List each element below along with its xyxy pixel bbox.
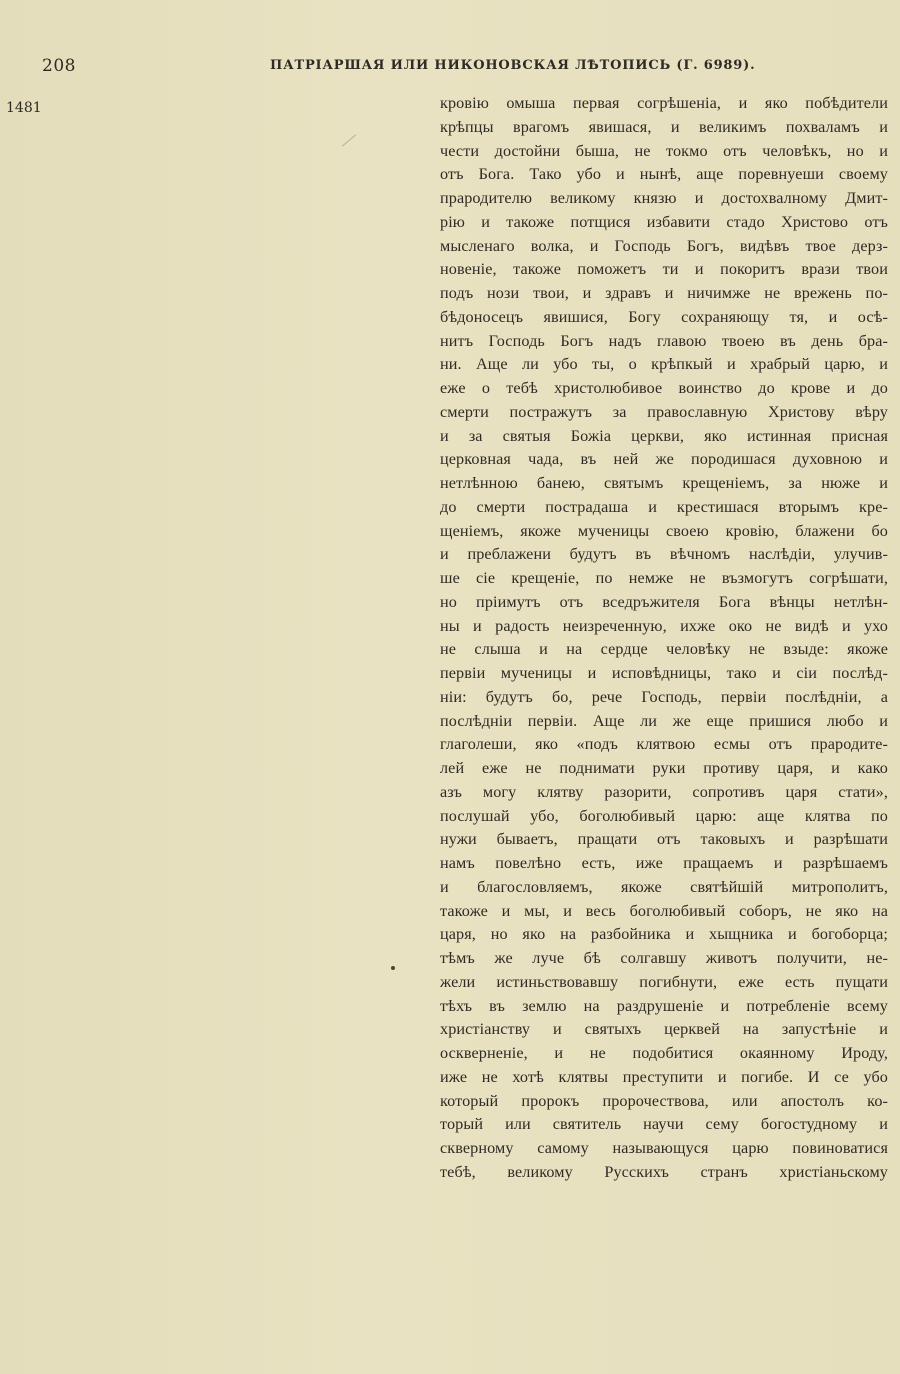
margin-year: 1481	[6, 100, 42, 116]
text-line: тѣмъ же луче бѣ солгавшу животъ получити, не-	[440, 949, 888, 967]
text-line: и благословляемъ, якоже святѣйшій митрополитъ,	[440, 877, 888, 896]
text-line: подъ нози твои, и здравъ и ничимже не врежень по-	[440, 284, 888, 302]
text-line: прародителю великому князю и достохвалному Дмит-	[440, 189, 888, 207]
text-line: жели истиньствовавшу погибнути, еже есть пущати	[440, 972, 888, 991]
text-line: ше сіе крещеніе, по немже не възмогутъ согрѣшати,	[440, 569, 888, 587]
text-line: торый или святитель научи сему богостудному и	[440, 1115, 888, 1134]
text-line: послушай убо, боголюбивый царю: аще клятва по	[440, 806, 888, 825]
body-text-column	[440, 92, 888, 1185]
text-line: не слыша и на сердце человѣку не взыде: якоже	[440, 640, 888, 659]
text-line: мысленаго волка, и Господь Богъ, видѣвъ твое дерз-	[440, 236, 888, 255]
text-line: до смерти пострадаша и крестишася вторымъ кре-	[440, 497, 888, 516]
text-line: кровію омыша первая согрѣшеніа, и яко побѣдители	[440, 94, 888, 112]
text-line: азъ могу клятву разорити, сопротивъ царя стати»,	[440, 782, 888, 801]
text-line: христіанству и святыхъ церквей на запустѣніе и	[440, 1020, 888, 1039]
running-title: ПАТРІАРШАЯ ИЛИ НИКОНОВСКАЯ ЛѢТОПИСЬ (Г. 6989).	[270, 58, 756, 73]
text-line: тебѣ, великому Русскихъ странъ христіаньскому	[440, 1162, 888, 1181]
text-line: иже не хотѣ клятвы преступити и погибе. И се убо	[440, 1067, 888, 1086]
text-line: крѣпцы врагомъ явишася, и великимъ похваламъ и	[440, 117, 888, 136]
text-line: отъ Бога. Тако убо и нынѣ, аще поревнуеши своему	[440, 165, 888, 184]
text-line: нитъ Господь Богъ надъ главою твоею въ день бра-	[440, 331, 888, 350]
text-line: еже о тебѣ христолюбивое воинство до крове и до	[440, 379, 888, 397]
text-line: и преблажени будутъ въ вѣчномъ наслѣдіи, улучив-	[440, 545, 888, 564]
text-line: бѣдоносецъ явишися, Богу сохраняющу тя, и осѣ-	[440, 307, 888, 326]
text-line: намъ повелѣно есть, иже пращаемъ и разрѣшаемъ	[440, 854, 888, 872]
text-line: нужи бываетъ, пращати отъ таковыхъ и разрѣшати	[440, 830, 888, 849]
text-line: ніи: будутъ бо, рече Господь, первіи послѣдніи, а	[440, 687, 888, 706]
text-line: ны и радость неизреченную, ихже око не видѣ и ухо	[440, 616, 888, 635]
text-line: первіи мученицы и исповѣдницы, тако и сіи послѣд-	[440, 664, 888, 682]
text-line: новеніе, такоже поможетъ ти и покоритъ врази твои	[440, 260, 888, 279]
ink-speck	[391, 966, 395, 970]
text-line: оскверненіе, и не подобитися окаянному Ироду,	[440, 1044, 888, 1062]
text-line: но пріимутъ отъ вседръжителя Бога вѣнцы нетлѣн-	[440, 592, 888, 611]
text-line: глаголеши, яко «подъ клятвою есмы отъ прародите-	[440, 735, 888, 754]
text-line: лей еже не поднимати руки противу царя, и како	[440, 759, 888, 777]
text-line: рію и такоже потщися избавити стадо Христово отъ	[440, 212, 888, 231]
text-line: церковная чада, въ ней же породишася духовною и	[440, 450, 888, 469]
paper-mark	[342, 134, 356, 146]
text-line: и за святыя Божіа церкви, яко истинная присная	[440, 426, 888, 445]
page-number: 208	[42, 56, 76, 76]
text-line: нетлѣнною банею, святымъ крещеніемъ, за нюже и	[440, 474, 888, 492]
text-line: царя, но яко на разбойника и хыщника и богоборца;	[440, 925, 888, 944]
text-line: который пророкъ пророчествова, или апостолъ ко-	[440, 1091, 888, 1110]
text-line: послѣдніи первіи. Аще ли же еще пришися любо и	[440, 711, 888, 730]
text-line: такоже и мы, и весь боголюбивый соборъ, не яко на	[440, 901, 888, 920]
text-line: ни. Аще ли убо ты, о крѣпкый и храбрый царю, и	[440, 355, 888, 374]
text-line: смерти постражутъ за православную Христову вѣру	[440, 402, 888, 421]
text-line: тѣхъ въ землю на раздрушеніе и потребленіе всему	[440, 996, 888, 1015]
text-line: чести достойни быша, не токмо отъ человѣкъ, но и	[440, 141, 888, 160]
text-line: скверному самому называющуся царю повиноватися	[440, 1139, 888, 1157]
text-line: щеніемъ, якоже мученицы своею кровію, блажени бо	[440, 521, 888, 540]
